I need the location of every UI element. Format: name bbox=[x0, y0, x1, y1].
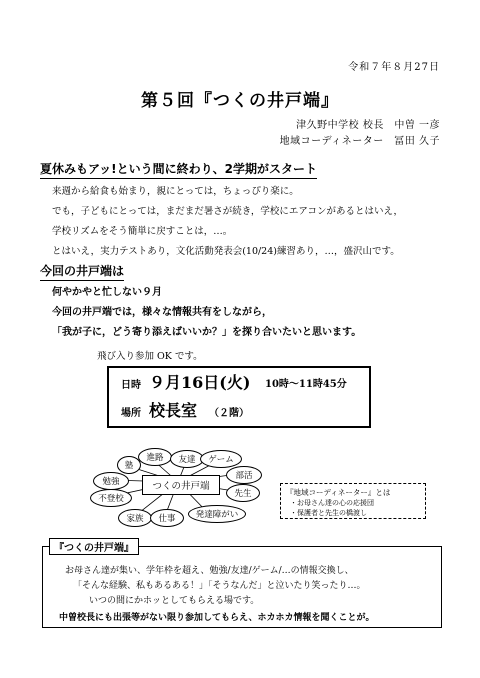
topic-cram-school: 塾 bbox=[117, 456, 141, 474]
coordinator-note-box bbox=[280, 483, 426, 519]
section2-heading: 今回の井戸端は bbox=[40, 262, 124, 281]
section2-line-3: 「我が子に，どう寄り添えばいいか？」を探り合いたいと思います。 bbox=[52, 327, 362, 338]
page-title: 第５回『つくの井戸端』 bbox=[141, 91, 339, 111]
topic-truancy: 不登校 bbox=[90, 489, 132, 507]
topic-career: 進路 bbox=[138, 448, 172, 466]
footer-box bbox=[42, 543, 442, 628]
section2-line-2: 今回の井戸端では，様々な情報共有をしながら， bbox=[52, 307, 272, 318]
coordinator-note-title: 『地域コーディネーター』とは bbox=[286, 488, 391, 497]
footer-bold-line: 中曽校長にも出張等がない限り参加してもらえ、ホカホカ情報を聞くことが。 bbox=[59, 613, 375, 623]
coordinator-name: 地域コーディネーター 冨田 久子 bbox=[279, 136, 440, 147]
section1-line-2: でも，子どもにとっては，まだまだ暑さが続き，学校にエアコンがあるとはいえ， bbox=[52, 206, 404, 217]
event-floor: （２階） bbox=[209, 408, 249, 419]
section1-heading: 夏休みもアッ!という間に終わり、2学期がスタート bbox=[40, 160, 317, 179]
diagram-center: つくの井戸端 bbox=[142, 475, 220, 495]
section1-line-1: 来週から給食も始まり，親にとっては，ちょっぴり楽に。 bbox=[52, 186, 299, 197]
section1-line-3: 学校リズムをそう簡単に戻すことは，…。 bbox=[52, 226, 233, 237]
topic-study: 勉強 bbox=[93, 472, 129, 490]
event-date: ９月16日(火) bbox=[149, 373, 251, 392]
drop-in-note: 飛び入り参加 OK です。 bbox=[97, 351, 203, 362]
place-label: 場所 bbox=[121, 408, 141, 419]
topic-friends: 友達 bbox=[170, 450, 204, 468]
date-label: 日時 bbox=[121, 380, 141, 391]
footer-line-2: 「そんな経験、私もあるある！」「そうなんだ」と泣いたり笑ったり…。 bbox=[73, 581, 366, 591]
principal-name: 津久野中学校 校長 中曽 一彦 bbox=[296, 120, 440, 131]
section1-line-4: とはいえ，実力テストあり，文化活動発表会(10/24)練習あり，…，盛沢山です。 bbox=[52, 246, 400, 257]
footer-label: 『つくの井戸端』 bbox=[49, 538, 139, 555]
coordinator-note-item-1: ・お母さん達の心の応援団 bbox=[290, 499, 374, 507]
topic-work: 仕事 bbox=[150, 509, 184, 527]
issue-date: 令和７年８月27日 bbox=[348, 62, 440, 73]
topic-club: 部活 bbox=[226, 466, 262, 484]
coordinator-note-item-2: ・保護者と先生の橋渡し bbox=[290, 509, 367, 517]
footer-line-3: いつの間にかホッとしてもらえる場です。 bbox=[89, 596, 260, 606]
topic-games: ゲーム bbox=[200, 450, 242, 468]
section2-line-1: 何やかやと忙しない９月 bbox=[52, 287, 162, 298]
event-time: 10時〜11時45分 bbox=[265, 379, 347, 390]
footer-line-1: お母さん達が集い、学年枠を超え、勉強/友達/ゲーム/…の情報交換し、 bbox=[65, 566, 354, 576]
event-place: 校長室 bbox=[149, 401, 198, 420]
topic-developmental-disorder: 発達障がい bbox=[188, 505, 246, 523]
topic-teacher: 先生 bbox=[226, 484, 260, 502]
topic-family: 家族 bbox=[118, 509, 152, 527]
